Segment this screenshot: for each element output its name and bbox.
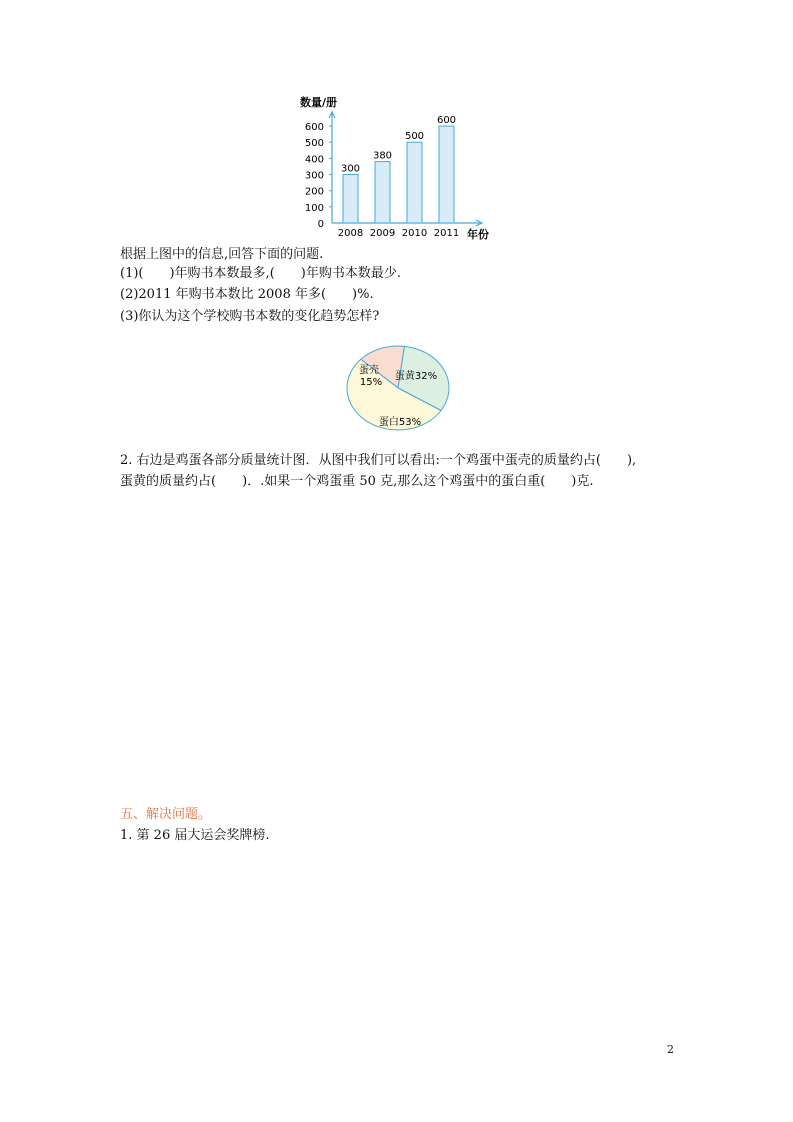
pie-label-yolk: 蛋黄32% [394,371,438,382]
question-intro: 根据上图中的信息,回答下面的问题. [120,247,324,262]
bar-chart-xlabel: 年份 [467,228,489,241]
pie-label-shell-value: 15% [359,377,383,388]
bar-chart-category-label: 2008 [337,228,364,239]
bar-chart-bar [375,162,390,223]
bar-chart-y-tick-label: 300 [304,170,324,182]
bar-chart-bar [407,142,422,223]
bar-chart-y-tick-label: 200 [304,186,324,198]
bar-chart-bar [343,175,358,223]
bar-chart-category-label: 2011 [433,228,460,239]
bar-chart-data-label: 380 [372,150,393,162]
bar-chart-bar [439,126,454,223]
egg-question-line-2: 蛋黄的质量约占( )．.如果一个鸡蛋重 50 克,那么这个鸡蛋中的蛋白重( )克. [120,474,594,489]
question-2: (2)2011 年购书本数比 2008 年多( )%. [120,287,374,302]
bar-chart-ylabel: 数量/册 [300,96,338,109]
bar-chart-data-label: 500 [404,131,425,143]
section-5-title: 五、解决问题。 [120,807,212,822]
bar-chart-y-tick-label: 400 [304,154,324,166]
bar-chart-data-label: 600 [436,115,457,127]
section-5-question-1: 1. 第 26 届大运会奖牌榜. [120,828,270,843]
bar-chart [290,92,500,242]
bar-chart-axes [305,112,482,230]
pie-chart [342,342,454,436]
pie-label-white: 蛋白53% [378,417,422,428]
bar-chart-y-tick-label: 600 [304,122,324,134]
bar-chart-bars [338,115,459,239]
bar-chart-y-tick-label: 0 [317,219,324,230]
bar-chart-category-label: 2009 [369,228,396,239]
bar-chart-data-label: 300 [340,163,361,175]
bar-chart-y-tick-label: 100 [304,202,324,214]
question-3: (3)你认为这个学校购书本数的变化趋势怎样? [120,309,380,324]
question-1: (1)( )年购书本数最多,( )年购书本数最少. [120,266,401,281]
bar-chart-category-label: 2010 [401,228,428,239]
egg-question-line-1: 2. 右边是鸡蛋各部分质量统计图．从图中我们可以看出:一个鸡蛋中蛋壳的质量约占( ), [120,453,637,468]
pie-label-shell-name: 蛋壳 [359,365,379,376]
bar-chart-y-tick-label: 500 [304,138,324,150]
page-number: 2 [667,1043,674,1056]
